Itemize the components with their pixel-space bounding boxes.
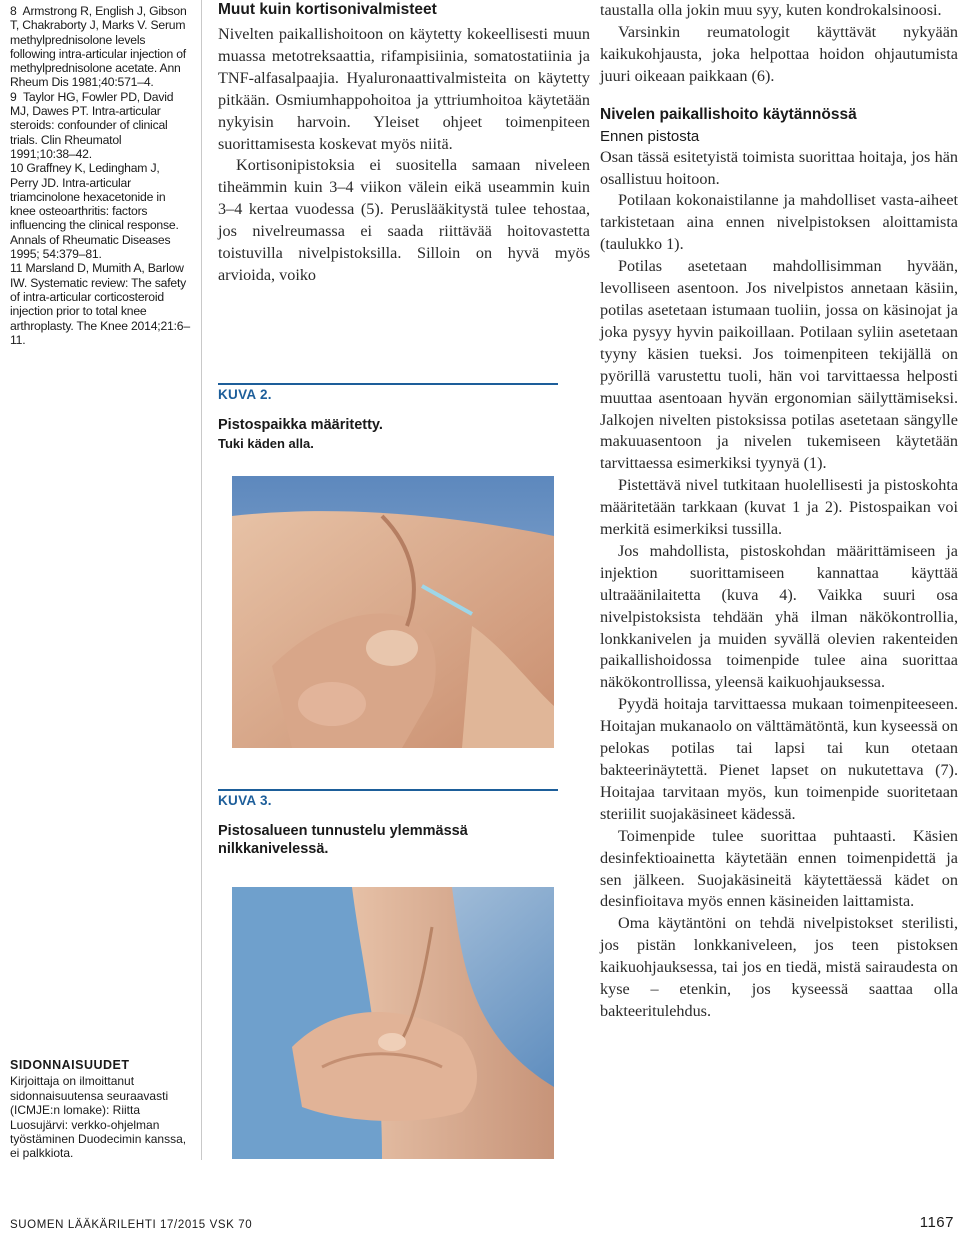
conflict-of-interest-box — [10, 1058, 192, 1161]
figure-2-photo — [232, 476, 554, 748]
journal-footer: SUOMEN LÄÄKÄRILEHTI 17/2015 VSK 70 — [10, 1219, 253, 1231]
paragraph: Varsinkin reumatologit käyttävät nykyään kaikukohjausta, joka helpottaa hoidon ohjautumista juuri oikeaan paikkaan (6). — [600, 22, 958, 85]
paragraph: Pyydä hoitaja tarvittaessa mukaan toimenpiteeseen. Hoitajan mukanaolo on välttämätöntä, kun kyseessä on pelokas potilas tai lapsi tai kun otetaan bakteerinäytettä. Pienet lapset on nukutettava (7). Hoitajaa tarvitaan myös, kun toimenpide suoritetaan steriilit suojakäsineet kädessä. — [600, 695, 958, 823]
right-body — [600, 0, 958, 88]
column-divider — [201, 0, 202, 1160]
figure-title: Pistospaikka määritetty. — [218, 417, 383, 433]
figure-subtitle: Tuki käden alla. — [218, 436, 314, 451]
conflict-text: Kirjoittaja on ilmoittanut sidonnaisuutensa seuraavasti (ICMJE:n lomake): Riitta Luosujärvi: verkko-ohjelman työstäminen Duodecimin kanssa, ei palkkiota. — [10, 1074, 187, 1161]
paragraph: Oma käytäntöni on tehdä nivelpistokset sterilisti, jos pistän lonkkaniveleen, jos teen pistoksen kaikuohjauksessa, tai jos en tiedä, mistä sairaudesta on kyse – etenkin, jos kyseessä saattaa olla bakteeritulehdus. — [600, 914, 958, 1020]
reference-item: 9 Taylor HG, Fowler PD, David MJ, Dawes PT. Intra-articular steroids: confounder of clinical trials. Clin Rheumatol 1991;10:38–42. — [10, 89, 174, 161]
right-column — [600, 0, 958, 1023]
paragraph: Osan tässä esitetyistä toimista suorittaa hoitaja, jos hän osallistuu hoitoon. — [600, 147, 958, 188]
conflict-heading: SIDONNAISUUDET — [10, 1058, 130, 1072]
paragraph: Pistettävä nivel tutkitaan huolellisesti ja pistoskohta määritetään tarkkaan (kuvat 1 ja 2). Pistospaikan voi merkitä esimerkiksi tussilla. — [600, 476, 958, 539]
figure-title: Pistosalueen tunnustelu ylemmässä nilkkanivelessä. — [218, 823, 468, 857]
reference-item: 8 Armstrong R, English J, Gibson T, Chakraborty J, Marks V. Serum methylprednisolone levels following intra-articular injection of methylprednisolone acetate. Ann Rheum Dis 1981;40:571–4. — [10, 4, 187, 90]
page-number: 1167 — [919, 1214, 954, 1231]
paragraph: Toimenpide tulee suorittaa puhtaasti. Käsien desinfektioainetta käytetään ennen toimenpidettä ja sen jälkeen. Suojakäsineitä käytettäessä kädet on desinfioitava myös ennen käsineiden laittamista. — [600, 826, 958, 911]
paragraph: Nivelten paikallishoitoon on käytetty kokeellisesti muun muassa metotreksaattia, rifampisiinia, somatostatiinia ja TNF-alfasalpaajia. Hyaluronaattivalmisteita on käytetty pitkään. Osmiumhappohoitoa ja yttriumhoitoa käytetään nykyisin harvoin. Yleiset ohjeet toimenpiteen suorittamisesta koskevat myös niitä. — [218, 25, 590, 153]
reference-item: 11 Marsland D, Mumith A, Barlow IW. Systematic review: The safety of intra-articular corticosteroid injection prior to total knee arthroplasty. The Knee 2014;21:6–11. — [10, 261, 190, 347]
figure-3-caption — [218, 789, 558, 858]
paragraph: Potilas asetetaan mahdollisimman hyvään, levolliseen asentoon. Jos nivelpistos annetaan käsiin, potilas asetetaan istumaan tuoliin, jossa on käsinojat ja joka pysyy hyvin paikoillaan. Potilaan syliin asetetaan tyyny käsien tueksi. Jos toimenpiteen tekijällä on pyörillä varustettu tuoli, hän voi tarvittaessa helposti muuttaa asentoaan hyvän ergonomian säilyttämiseksi. Jalkojen nivelten pistoksissa potilas asetetaan sängylle makuuasentoon ja nivelen tukemiseen käytetään tarvittaessa esimerkiksi tyynyä (1). — [600, 257, 958, 473]
section-heading: Muut kuin kortisonivalmisteet — [218, 1, 437, 18]
paragraph: Kortisonipistoksia ei suositella samaan niveleen tiheämmin kuin 3–4 viikon välein eikä useammin kuin 3–4 kertaa vuodessa (5). Peruslääkitystä tulee tehostaa, jos nivelreumassa ei saada riittävää hoitovastetta toistuvilla nivelpistoksilla. Silloin on hyvä myös arvioida, voiko — [218, 156, 590, 284]
paragraph: Potilaan kokonaistilanne ja mahdolliset vasta-aiheet tarkistetaan aina ennen nivelpistoksen aloittamista (taulukko 1). — [600, 191, 958, 254]
section-heading: Nivelen paikallishoito käytännössä — [600, 105, 857, 123]
figure-label: KUVA 2. — [218, 387, 272, 402]
right-body-2 — [600, 147, 958, 1023]
subheading: Ennen pistosta — [600, 127, 700, 145]
figure-rule — [218, 383, 558, 385]
figure-rule — [218, 789, 558, 791]
figure-2-caption — [218, 383, 558, 451]
reference-list — [10, 4, 190, 347]
figure-label: KUVA 3. — [218, 793, 272, 808]
middle-column — [218, 0, 590, 287]
paragraph: taustalla olla jokin muu syy, kuten kondrokalsinoosi. — [600, 1, 942, 19]
reference-item: 10 Graffney K, Ledingham J, Perry JD. Intra-articular triamcinolone hexacetonide in knee osteoarthritis: factors influencing the clinical response. Annals of Rheumatic Diseases 1995; 54:379–81. — [10, 161, 179, 262]
figure-3-photo — [232, 887, 554, 1159]
middle-body — [218, 24, 590, 287]
paragraph: Jos mahdollista, pistoskohdan määrittämiseen ja injektion suorittamiseen kannattaa käyttää ultraäänilaitetta (kuva 4). Vaikka suuri osa nivelpistoksista tehdään yhä ilman näkökontrollia, lonkkanivelen ja muiden syvällä olevien rakenteiden paikallishoidossa toimenpide tulee aina suorittaa näkökontrollissa, yleensä kaikuohjauksessa. — [600, 541, 958, 692]
